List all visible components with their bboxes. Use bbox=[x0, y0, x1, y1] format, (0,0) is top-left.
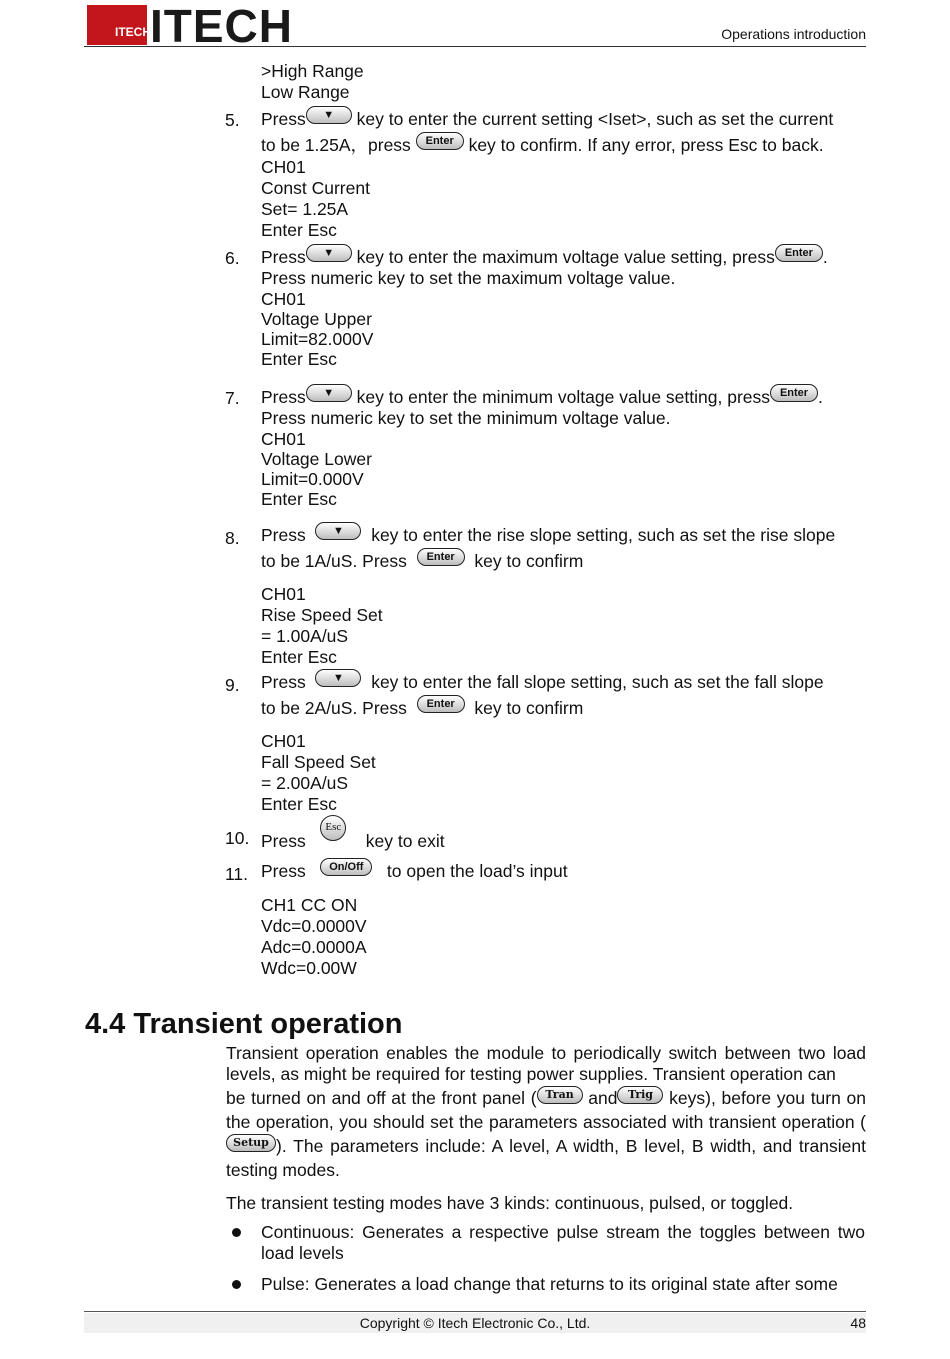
display-line: Limit=0.000V bbox=[261, 469, 364, 489]
range-low-line: Low Range bbox=[261, 82, 350, 102]
display-line: Enter Esc bbox=[261, 349, 337, 369]
display-line: Enter Esc bbox=[261, 220, 337, 240]
step-number: 7. bbox=[225, 388, 240, 408]
transient-intro-paragraph: Transient operation enables the module to periodically switch between two load levels, as might be required for testing power supplies. Transient operation can bbox=[226, 1043, 866, 1084]
esc-key-icon: Esc bbox=[320, 815, 346, 841]
display-line: CH01 bbox=[261, 731, 306, 751]
trig-key-icon: Trig bbox=[617, 1086, 663, 1104]
display-line: Limit=82.000V bbox=[261, 329, 374, 349]
setup-key-icon: Setup bbox=[226, 1134, 276, 1152]
page-number: 48 bbox=[850, 1315, 866, 1331]
step-number: 5. bbox=[225, 110, 240, 130]
display-line: Enter Esc bbox=[261, 794, 337, 814]
step-number: 6. bbox=[225, 248, 240, 268]
enter-key-icon: Enter bbox=[417, 695, 465, 713]
step-7-text: Press ▼ key to enter the minimum voltage value setting, press Enter . bbox=[261, 384, 865, 410]
down-key-icon: ▼ bbox=[315, 522, 361, 540]
display-line: Enter Esc bbox=[261, 647, 337, 667]
display-line: Vdc=0.0000V bbox=[261, 916, 367, 936]
display-line: CH01 bbox=[261, 289, 306, 309]
tran-key-icon: Tran bbox=[537, 1086, 583, 1104]
step-number: 11. bbox=[225, 864, 249, 884]
step-9-text: Press ▼ key to enter the fall slope setting, such as set the fall slope to be 2A/uS. Press Enter key to confirm bbox=[261, 669, 865, 721]
bullet-dot-icon bbox=[232, 1228, 241, 1237]
step-number: 10. bbox=[225, 828, 250, 848]
transient-panel-paragraph: be turned on and off at the front panel ( Tran and Trig keys), before you turn on the operation, you should set the parameters associated with transient operation (Setup ). The parameters include: A level, A width, B level, B width, and transient testing modes. bbox=[226, 1088, 866, 1180]
transient-modes-paragraph: The transient testing modes have 3 kinds: continuous, pulsed, or toggled. bbox=[226, 1193, 794, 1213]
display-line: CH01 bbox=[261, 429, 306, 449]
enter-key-icon: Enter bbox=[775, 244, 823, 262]
down-key-icon: ▼ bbox=[306, 384, 352, 402]
step-5-text: Press ▼ key to enter the current setting <Iset>, such as set the current to be 1.25A，press Enter key to confirm. If any error, press Esc to back. bbox=[261, 106, 865, 158]
display-line: Enter Esc bbox=[261, 489, 337, 509]
step-number: 9. bbox=[225, 675, 240, 695]
display-line: Adc=0.0000A bbox=[261, 937, 367, 957]
display-line: Set= 1.25A bbox=[261, 199, 349, 219]
display-line: CH1 CC ON bbox=[261, 895, 358, 915]
display-line: CH01 bbox=[261, 584, 306, 604]
logo-red-block bbox=[87, 5, 151, 45]
logo-wordmark: ITECH bbox=[150, 0, 293, 52]
display-line: Voltage Lower bbox=[261, 449, 372, 469]
onoff-key-icon: On/Off bbox=[320, 858, 372, 876]
footer-copyright: Copyright © Itech Electronic Co., Ltd. bbox=[359, 1315, 591, 1331]
display-line: Voltage Upper bbox=[261, 309, 372, 329]
bullet-continuous: Continuous: Generates a respective pulse stream the toggles between two load levels bbox=[261, 1222, 865, 1263]
section-heading: 4.4 Transient operation bbox=[85, 1008, 403, 1040]
display-line: Const Current bbox=[261, 178, 370, 198]
step-6-instruction: Press numeric key to set the maximum voltage value. bbox=[261, 268, 676, 288]
display-line: Wdc=0.00W bbox=[261, 958, 357, 978]
display-line: = 1.00A/uS bbox=[261, 626, 349, 646]
step-11-text: Press On/Off to open the load’s input bbox=[261, 858, 568, 884]
display-line: CH01 bbox=[261, 157, 306, 177]
step-7-instruction: Press numeric key to set the minimum voltage value. bbox=[261, 408, 671, 428]
header-section-title: Operations introduction bbox=[721, 26, 866, 42]
bullet-dot-icon bbox=[232, 1280, 241, 1289]
enter-key-icon: Enter bbox=[416, 132, 464, 150]
logo-small-text: ITECH bbox=[115, 25, 151, 39]
step-number: 8. bbox=[225, 528, 240, 548]
step-6-text: Press ▼ key to enter the maximum voltage value setting, press Enter . bbox=[261, 244, 865, 270]
step-10-text: Press Esc key to exit bbox=[261, 815, 445, 841]
display-line: Fall Speed Set bbox=[261, 752, 376, 772]
range-high-line: >High Range bbox=[261, 61, 364, 81]
down-key-icon: ▼ bbox=[306, 244, 352, 262]
step-8-text: Press ▼ key to enter the rise slope setting, such as set the rise slope to be 1A/uS. Press Enter key to confirm bbox=[261, 522, 865, 574]
enter-key-icon: Enter bbox=[770, 384, 818, 402]
bullet-pulse: Pulse: Generates a load change that returns to its original state after some bbox=[261, 1274, 838, 1294]
down-key-icon: ▼ bbox=[306, 106, 352, 124]
down-key-icon: ▼ bbox=[315, 669, 361, 687]
display-line: Rise Speed Set bbox=[261, 605, 383, 625]
footer-divider bbox=[84, 1311, 866, 1312]
display-line: = 2.00A/uS bbox=[261, 773, 349, 793]
header-divider bbox=[84, 46, 866, 47]
enter-key-icon: Enter bbox=[417, 548, 465, 566]
